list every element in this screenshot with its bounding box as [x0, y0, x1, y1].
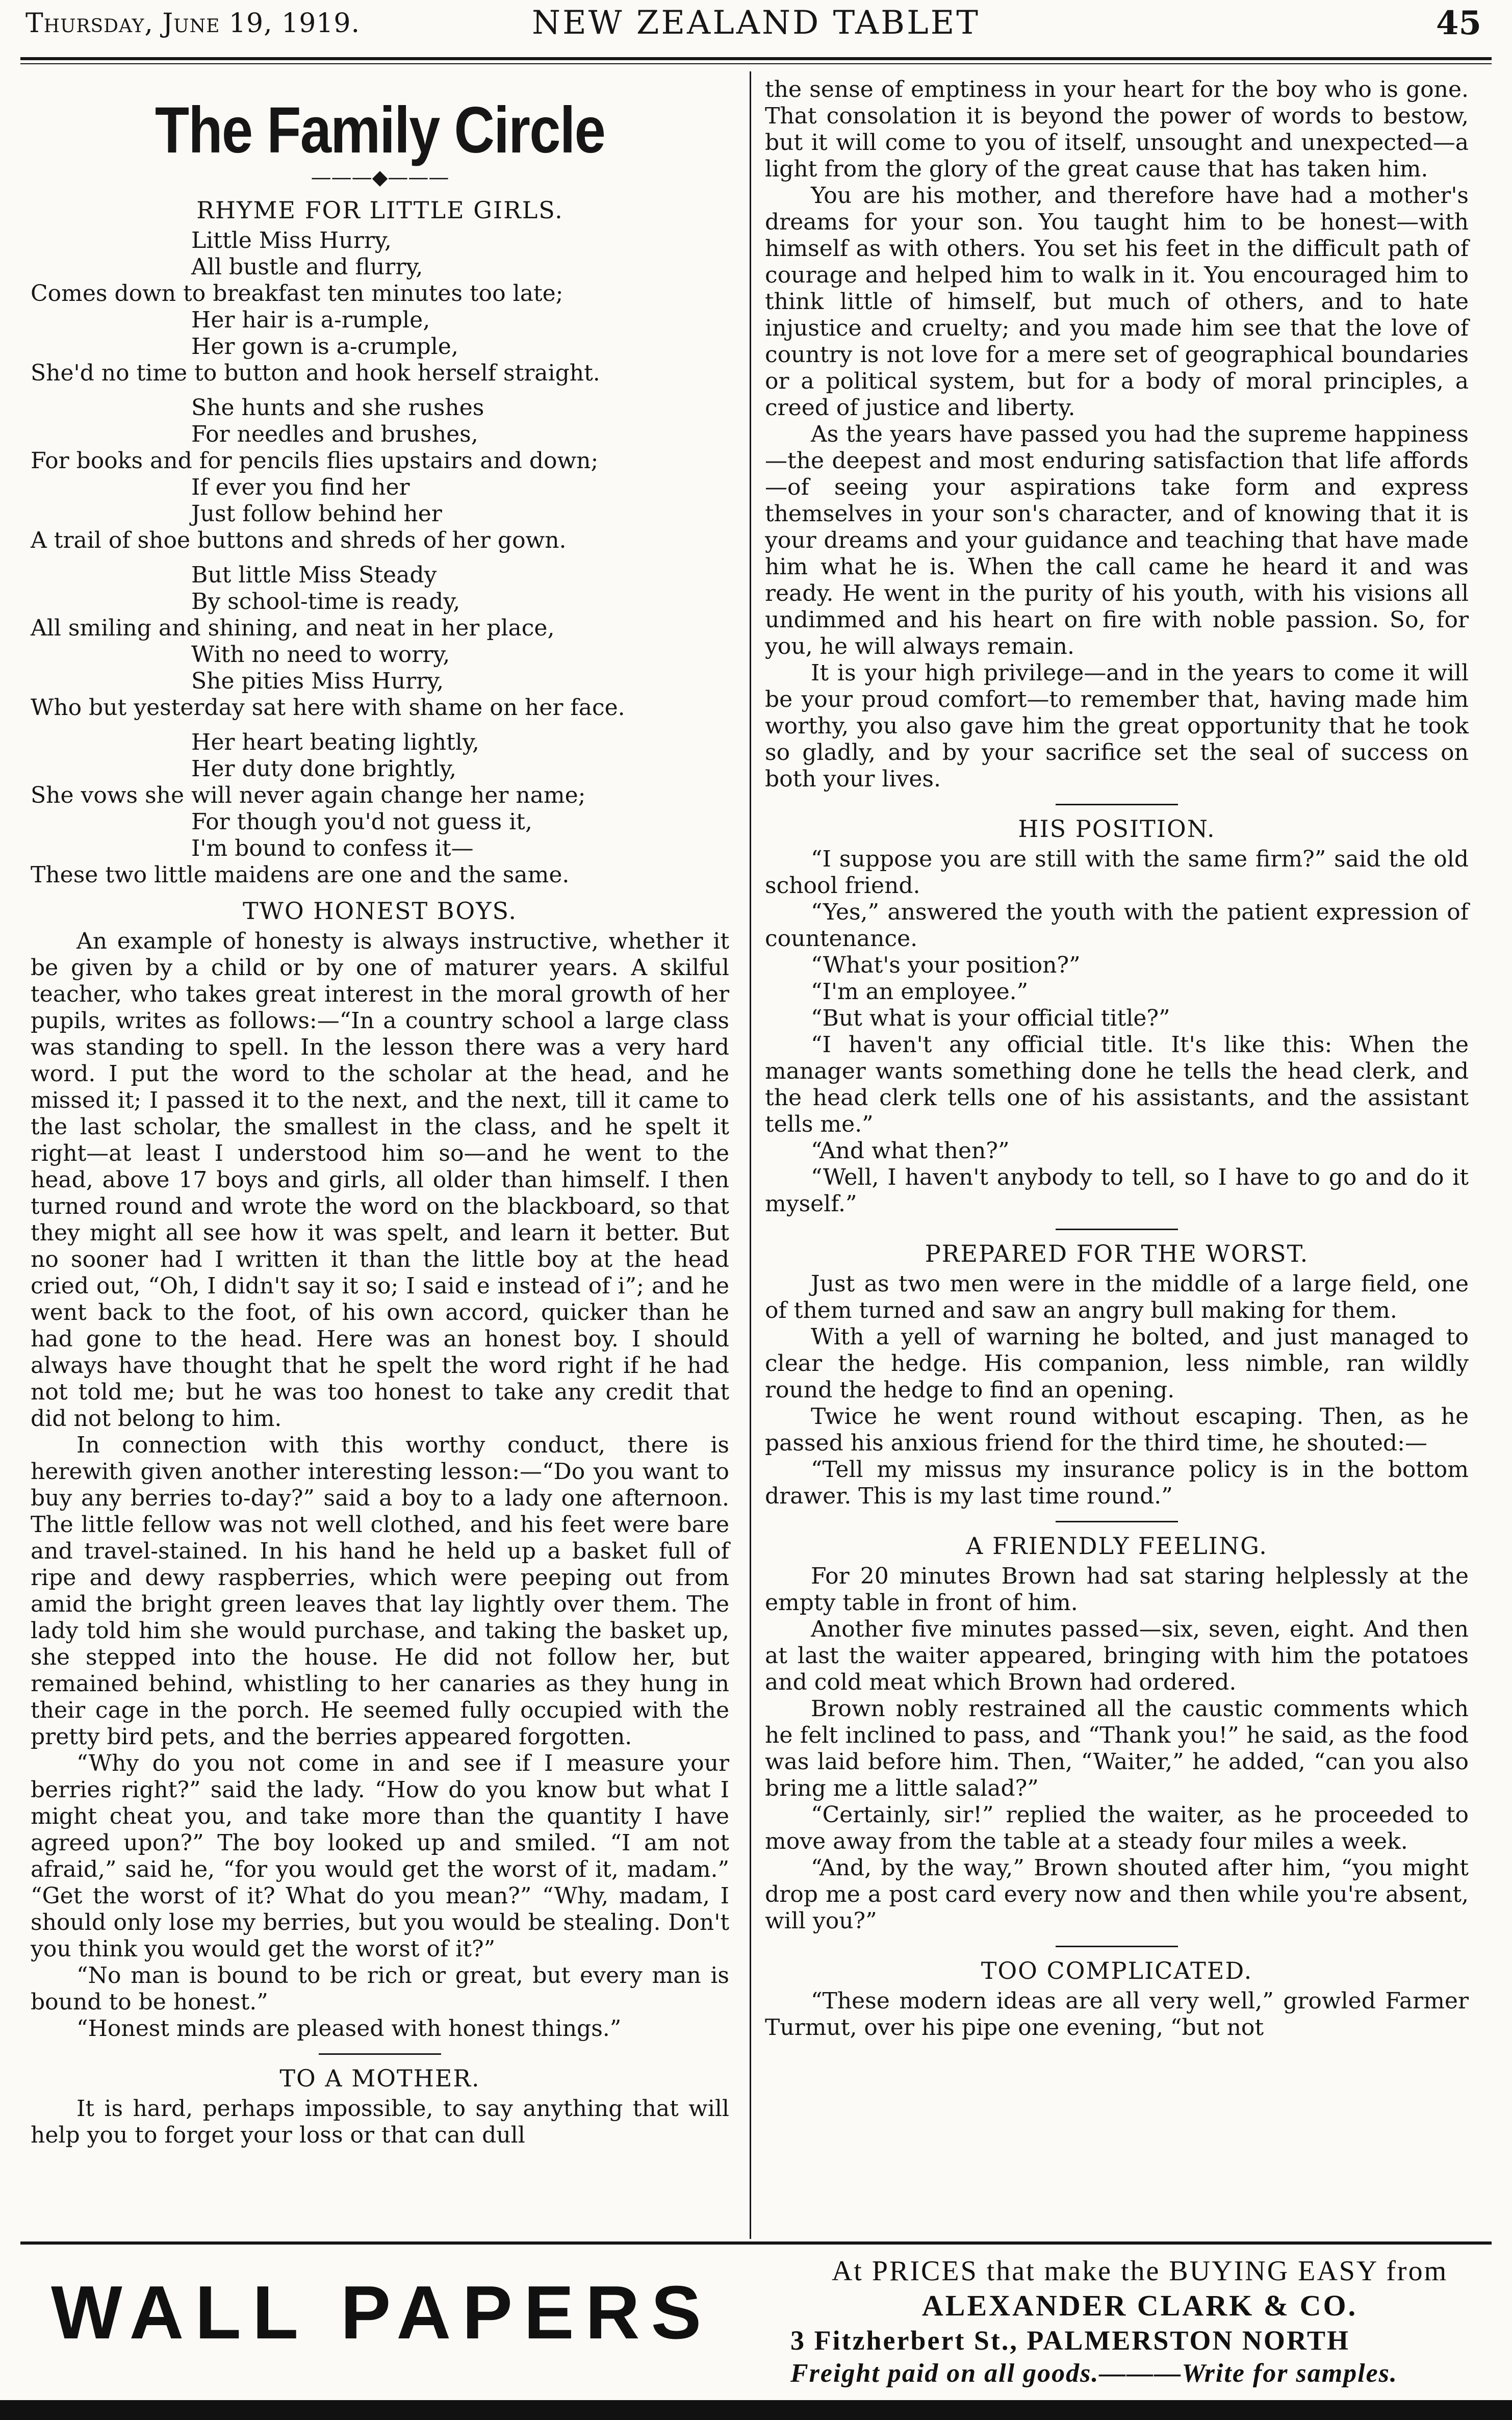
his-position-heading: HIS POSITION.: [1018, 815, 1216, 843]
ad-address: 3 Fitzherbert St., PALMERSTON NORTH: [790, 2325, 1350, 2356]
rhyme-stanza: [31, 729, 729, 888]
article-paragraph: You are his mother, and therefore have had a mother's dreams for your son. You taught him to be honest—with himself as with others. You set his feet in the difficult path of courage and helped him to walk in it. You encouraged him to think little of himself, but much of others, and to hate injustice and cruelty; and you made him see that the love of country is not love for a mere set of geographical boundaries or a political system, but for a body of moral principles, a creed of justice and liberty.: [765, 183, 1469, 421]
title-ornament: ———◆———: [311, 166, 449, 189]
verse-line: By school-time is ready,: [191, 589, 460, 615]
verse-line: Her heart beating lightly,: [191, 729, 479, 755]
verse-line: She hunts and she rushes: [191, 395, 484, 421]
header-rule: [20, 57, 1492, 60]
verse-line: For needles and brushes,: [191, 421, 478, 447]
article-paragraph: With a yell of warning he bolted, and just managed to clear the hedge. His companion, less nimble, ran wildly round the hedge to find an opening.: [765, 1324, 1469, 1403]
verse-line: She pities Miss Hurry,: [191, 668, 444, 694]
article-paragraph: the sense of emptiness in your heart for the boy who is gone. That consolation it is beyond the power of words to bestow, but it will come to you of itself, unsought and unexpected—a light from the glory of the great cause that has taken him.: [765, 77, 1469, 182]
column-divider: [750, 71, 751, 2239]
article-paragraph: It is your high privilege—and in the years to come it will be your proud comfort—to remember that, having made him worthy, you also gave him the great opportunity that he took so gladly, and by your sacrifice set the seal of success on both your lives.: [765, 660, 1469, 792]
article-paragraph: “Honest minds are pleased with honest things.”: [76, 2016, 622, 2042]
article-paragraph: “Why do you not come in and see if I measure your berries right?” said the lady. “How do you know but what I might cheat you, and take more than the quantity I have agreed upon?” The boy looked up and smiled. “I am not afraid,” said he, “for you would get the worst of it, madam.” “Get the worst of it? What do you mean?” “Why, madam, I should only lose my berries, but you would be stealing. Don't you think you would get the worst of it?”: [31, 1750, 729, 1962]
article-paragraph: “These modern ideas are all very well,” growled Farmer Turmut, over his pipe one evening, “but not: [765, 1988, 1469, 2041]
verse-line: I'm bound to confess it—: [191, 835, 474, 861]
honest-boys-heading: TWO HONEST BOYS.: [243, 897, 517, 925]
verse-line: Just follow behind her: [191, 501, 442, 527]
page-number: 45: [1436, 4, 1481, 42]
right-column: [765, 77, 1469, 2041]
issue-date: Thursday, June 19, 1919.: [25, 8, 360, 39]
ad-company-name: ALEXANDER CLARK & CO.: [921, 2289, 1358, 2322]
verse-line: Comes down to breakfast ten minutes too late;: [31, 281, 563, 307]
article-paragraph: “No man is bound to be rich or great, but every man is bound to be honest.”: [31, 1963, 729, 2015]
article-paragraph: “I suppose you are still with the same firm?” said the old school friend.: [765, 846, 1469, 899]
rhyme-stanza: [31, 562, 729, 721]
newspaper-title: NEW ZEALAND TABLET: [532, 4, 980, 42]
verse-line: With no need to worry,: [191, 642, 450, 668]
article-paragraph: Brown nobly restrained all the caustic comments which he felt inclined to pass, and “Thank you!” he said, as the food was laid before him. Then, “Waiter,” he added, “can you also bring me a little salad?”: [765, 1696, 1469, 1801]
article-paragraph: “And what then?”: [811, 1138, 1010, 1164]
rhyme-heading: RHYME FOR LITTLE GIRLS.: [196, 196, 563, 224]
verse-line: If ever you find her: [191, 474, 410, 500]
ad-prices-line: At PRICES that make the BUYING EASY from: [831, 2255, 1448, 2287]
verse-line: These two little maidens are one and the same.: [31, 862, 570, 888]
verse-line: Her hair is a-rumple,: [191, 307, 430, 333]
article-paragraph: For 20 minutes Brown had sat staring helplessly at the empty table in front of him.: [765, 1563, 1469, 1616]
article-paragraph: “Well, I haven't anybody to tell, so I have to go and do it myself.”: [765, 1164, 1469, 1217]
article-paragraph: “Certainly, sir!” replied the waiter, as he proceeded to move away from the table at a steady four miles a week.: [765, 1802, 1469, 1854]
footer-rule: [20, 2241, 1492, 2245]
article-paragraph: Another five minutes passed—six, seven, eight. And then at last the waiter appeared, bringing with him the potatoes and cold meat which Brown had ordered.: [765, 1616, 1469, 1695]
left-column: [31, 77, 729, 2149]
friendly-feeling-heading: A FRIENDLY FEELING.: [966, 1532, 1268, 1560]
article-paragraph: “But what is your official title?”: [811, 1005, 1170, 1031]
section-rule: [1056, 1946, 1178, 1947]
article-paragraph: “And, by the way,” Brown shouted after him, “you might drop me a post card every now and then while you're absent, will you?”: [765, 1855, 1469, 1934]
article-paragraph: Twice he went round without escaping. Then, as he passed his anxious friend for the third time, he shouted:—: [765, 1404, 1469, 1456]
too-complicated-heading: TOO COMPLICATED.: [981, 1957, 1253, 1984]
article-paragraph: An example of honesty is always instructive, whether it be given by a child or by one of maturer years. A skilful teacher, who takes great interest in the moral growth of her pupils, writes as follows:—“In a country school a large class was standing to spell. In the lesson there was a very hard word. I put the word to the scholar at the head, and he missed it; I passed it to the next, and the next, till it came to the last scholar, the smallest in the class, and he spelt it right—at least I understood him so—and he went to the head, above 17 boys and girls, all older than himself. I then turned round and wrote the word on the blackboard, so that they might all see how it was spelt, and learn it better. But no sooner had I written it than the little boy at the head cried out, “Oh, I didn't say it so; I said e instead of i”; and he went back to the foot, of his own accord, quicker than he had gone to the head. Here was an honest boy. I should always have thought that he spelt the word right if he had not told me; but he was too honest to take any credit that did not belong to him.: [31, 928, 729, 1432]
section-rule: [1056, 804, 1178, 805]
article-paragraph: As the years have passed you had the supreme happiness—the deepest and most enduring satisfaction that life affords—of seeing your aspirations take form and express themselves in your son's character, and of knowing that it is your dreams and your guidance and teaching that have made him what he is. When the call came he heard it and was ready. He went in the purity of his youth, with his visions all undimmed and his heart on fire with noble passion. So, for you, he will always remain.: [765, 421, 1469, 659]
verse-line: All smiling and shining, and neat in her place,: [31, 615, 555, 641]
article-paragraph: “Yes,” answered the youth with the patient expression of countenance.: [765, 899, 1469, 952]
section-rule: [319, 2053, 441, 2055]
article-paragraph: “I haven't any official title. It's like this: When the manager wants something done he tells the head clerk, and the head clerk tells one of his assistants, and the assistant tells me.”: [765, 1032, 1469, 1137]
ad-wall-papers: WALL PAPERS: [51, 2271, 713, 2355]
verse-line: But little Miss Steady: [191, 562, 437, 588]
article-paragraph: In connection with this worthy conduct, there is herewith given another interesting lesson:—“Do you want to buy any berries to-day?” said a boy to a lady one afternoon. The little fellow was not well clothed, and his feet were bare and travel-stained. In his hand he held up a basket full of ripe and dewy raspberries, which were peeping out from amid the bright green leaves that lay lightly over them. The lady told him she would purchase, and taking the basket up, she stepped into the house. He did not follow her, but remained behind, whistling to her canaries as they hung in their cage in the porch. He seemed fully occupied with the pretty bird pets, and the berries appeared forgotten.: [31, 1432, 729, 1750]
prepared-heading: PREPARED FOR THE WORST.: [925, 1240, 1309, 1267]
verse-line: Her duty done brightly,: [191, 756, 457, 782]
verse-line: Little Miss Hurry,: [191, 227, 392, 253]
verse-line: Her gown is a-crumple,: [191, 334, 458, 360]
advertisement: [20, 2249, 1492, 2420]
rhyme-stanza: [31, 227, 729, 387]
rhyme-stanza: [31, 395, 729, 554]
verse-line: She vows she will never again change her name;: [31, 782, 586, 808]
section-rule: [1056, 1521, 1178, 1522]
verse-line: A trail of shoe buttons and shreds of her gown.: [31, 527, 567, 553]
article-paragraph: “What's your position?”: [811, 952, 1081, 978]
page-header: [20, 0, 1492, 56]
header-rule-thin: [20, 63, 1492, 64]
section-rule: [1056, 1229, 1178, 1230]
ad-freight-line: Freight paid on all goods.———Write for samples.: [790, 2359, 1398, 2388]
bottom-edge-strip: [0, 2400, 1512, 2420]
verse-line: All bustle and flurry,: [191, 254, 423, 280]
article-paragraph: Just as two men were in the middle of a large field, one of them turned and saw an angry bull making for them.: [765, 1271, 1469, 1323]
article-paragraph: “Tell my missus my insurance policy is in the bottom drawer. This is my last time round.”: [765, 1457, 1469, 1509]
article-paragraph: It is hard, perhaps impossible, to say anything that will help you to forget your loss or that can dull: [31, 2096, 729, 2148]
section-title: The Family Circle: [155, 94, 605, 167]
verse-line: Who but yesterday sat here with shame on her face.: [31, 695, 625, 721]
verse-line: For books and for pencils flies upstairs and down;: [31, 448, 599, 474]
verse-line: For though you'd not guess it,: [191, 809, 532, 835]
to-a-mother-heading: TO A MOTHER.: [279, 2065, 480, 2092]
article-paragraph: “I'm an employee.”: [811, 979, 1029, 1005]
ad-details: [790, 2254, 1489, 2390]
verse-line: She'd no time to button and hook herself straight.: [31, 360, 600, 386]
